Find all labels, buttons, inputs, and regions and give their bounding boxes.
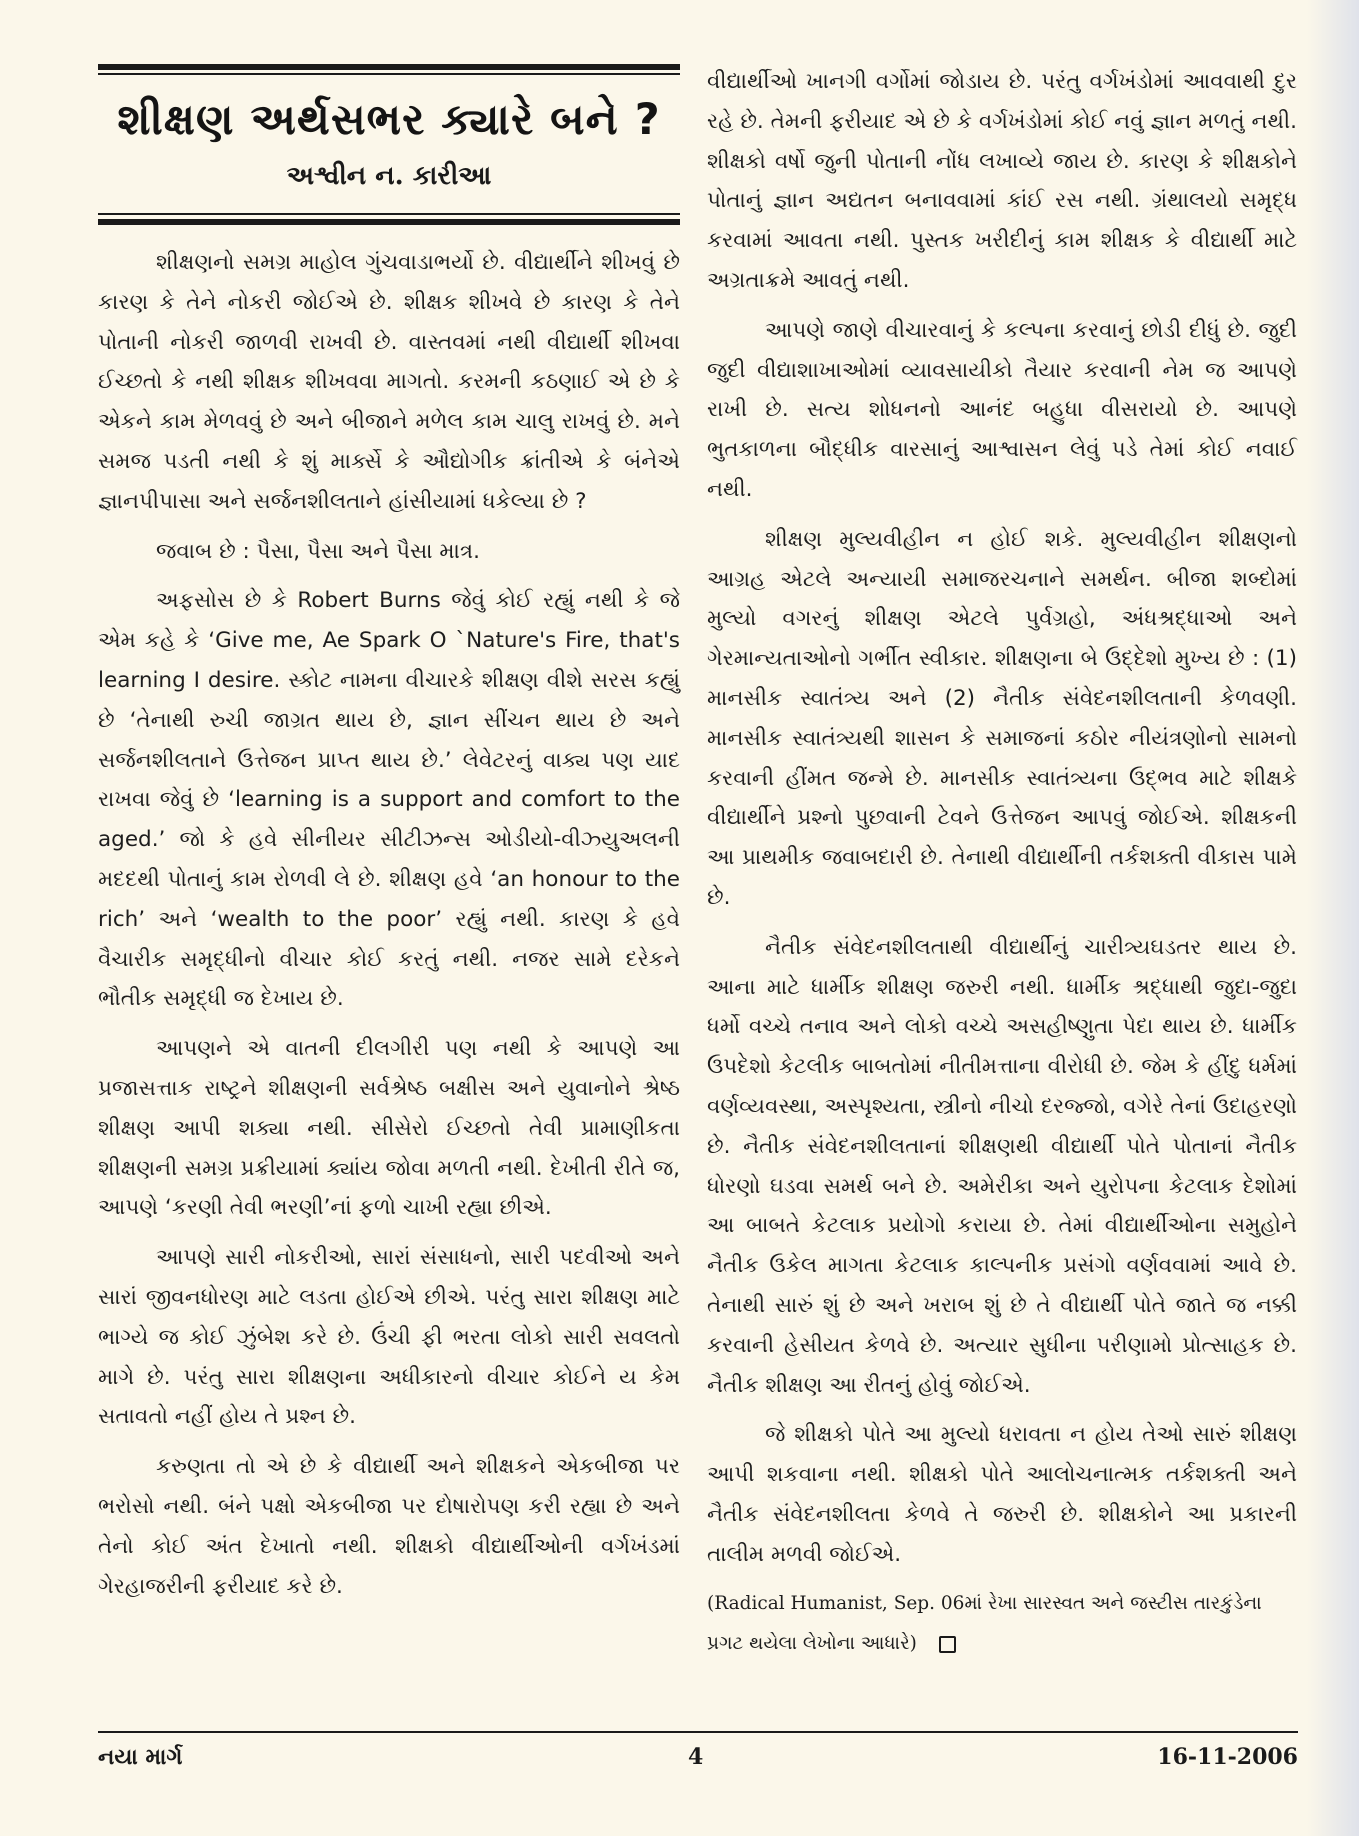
article-author: અશ્વીન ન. કારીઆ — [286, 161, 492, 191]
publication-name: નયા માર્ગ — [98, 1744, 183, 1770]
header-top-rule-thin — [98, 73, 680, 75]
body-paragraph: નૈતીક સંવેદનશીલતાથી વીદ્યાર્થીનું ચારીત્ર્યઘડતર થાય છે. આના માટે ધાર્મીક શીક્ષણ જરુરી નથી. ધાર્મીક શ્રદ્ધાથી જુદા-જુદા ધર્મો વચ્ચે તનાવ અને લોકો વચ્ચે અસહીષ્ણુતા પેદા થાય છે. ધાર્મીક ઉપદેશો કેટલીક બાબતોમાં નીતીમત્તાના વીરોધી છે. જેમ કે હીંદુ ધર્મમાં વર્ણવ્યવસ્થા, અસ્પૃશ્યતા, સ્ત્રીનો નીચો દરજ્જો, વગેરે તેનાં ઉદાહરણો છે. નૈતીક સંવેદનશીલતાનાં શીક્ષણથી વીદ્યાર્થી પોતે પોતાનાં નૈતીક ધોરણો ઘડવા સમર્થ બને છે. અમેરીકા અને યુરોપના કેટલાક દેશોમાં આ બાબતે કેટલાક પ્રયોગો કરાયા છે. તેમાં વીદ્યાર્થીઓના સમુહોને નૈતીક ઉકેલ માગતા કેટલાક કાલ્પનીક પ્રસંગો વર્ણવવામાં આવે છે. તેનાથી સારું શું છે અને ખરાબ શું છે તે વીદ્યાર્થી પોતે જાતે જ નક્કી કરવાની હેસીયત કેળવે છે. અત્યાર સુધીના પરીણામો પ્રોત્સાહક છે. નૈતીક શીક્ષણ આ રીતનું હોવું જોઈએ. — [707, 934, 1297, 1398]
article-header — [98, 64, 680, 225]
body-paragraph: આપણને એ વાતની દીલગીરી પણ નથી કે આપણે આ પ્રજાસત્તાક રાષ્ટ્રને શીક્ષણની સર્વશ્રેષ્ઠ બક્ષીસ અને યુવાનોને શ્રેષ્ઠ શીક્ષણ આપી શક્યા નથી. સીસેરો ઈચ્છતો તેવી પ્રામાણીકતા શીક્ષણની સમગ્ર પ્રક્રીયામાં ક્યાંય જોવા મળતી નથી. દેખીતી રીતે જ, આપણે ‘કરણી તેવી ભરણી’નાં ફળો ચાખી રહ્યા છીએ. — [98, 1036, 680, 1221]
page-footer — [98, 1744, 1298, 1778]
end-of-article-square-icon — [939, 1636, 956, 1653]
body-paragraph: આપણે સારી નોકરીઓ, સારાં સંસાધનો, સારી પદવીઓ અને સારાં જીવનધોરણ માટે લડતા હોઈએ છીએ. પરંતુ સારા શીક્ષણ માટે ભાગ્યે જ કોઈ ઝુંબેશ કરે છે. ઉંચી ફી ભરતા લોકો સારી સવલતો માગે છે. પરંતુ સારા શીક્ષણના અધીકારનો વીચાર કોઈને ય કેમ સતાવતો નહીં હોય તે પ્રશ્ન છે. — [98, 1245, 680, 1430]
issue-date: 16-11-2006 — [1157, 1744, 1298, 1770]
header-bottom-rule-thick — [98, 219, 680, 225]
page-number: 4 — [688, 1744, 704, 1770]
article-title: શીક્ષણ અર્થસભર ક્યારે બને ? — [117, 95, 661, 145]
right-column — [707, 62, 1297, 1664]
body-paragraph: અફસોસ છે કે Robert Burns જેવું કોઈ રહ્યું નથી કે જે એમ કહે કે ‘Give me, Ae Spark O `Nature's Fire, that's learning I desire. સ્કોટ નામના વીચારકે શીક્ષણ વીશે સરસ કહ્યું છે ‘તેનાથી રુચી જાગ્રત થાય છે, જ્ઞાન સીંચન થાય છે અને સર્જનશીલતાને ઉત્તેજન પ્રાપ્ત થાય છે.’ લેવેટરનું વાક્ય પણ યાદ રાખવા જેવું છે ‘learning is a support and comfort to the aged.’ જો કે હવે સીનીયર સીટીઝન્સ ઓડીયો-વીઝ્યુઅલની મદદથી પોતાનું કામ રોળવી લે છે. શીક્ષણ હવે ‘an honour to the rich’ અને ‘wealth to the poor’ રહ્યું નથી. કારણ કે હવે વૈચારીક સમૃદ્ધીનો વીચાર કોઈ કરતું નથી. નજર સામે દરેકને ભૌતીક સમૃદ્ધી જ દેખાય છે. — [98, 588, 680, 1012]
header-top-rule-thick — [98, 64, 680, 70]
body-paragraph: જવાબ છે : પૈસા, પૈસા અને પૈસા માત્ર. — [156, 538, 480, 564]
header-bottom-rule-thin — [98, 213, 680, 215]
left-column — [98, 64, 680, 1616]
source-note — [707, 1584, 1297, 1664]
footer-rule — [98, 1731, 1298, 1733]
body-paragraph: શીક્ષણ મુલ્યવીહીન ન હોઈ શકે. મુલ્યવીહીન શીક્ષણનો આગ્રહ એટલે અન્યાયી સમાજરચનાને સમર્થન. બીજા શબ્દોમાં મુલ્યો વગરનું શીક્ષણ એટલે પુર્વગ્રહો, અંધશ્રદ્ધાઓ અને ગેરમાન્યતાઓનો ગર્ભીત સ્વીકાર. શીક્ષણના બે ઉદ્દેશો મુખ્ય છે : (1) માનસીક સ્વાતંત્ર્ય અને (2) નૈતીક સંવેદનશીલતાની કેળવણી. માનસીક સ્વાતંત્ર્યથી શાસન કે સમાજનાં કઠોર નીયંત્રણોનો સામનો કરવાની હીંમત જન્મે છે. માનસીક સ્વાતંત્ર્યના ઉદ્ભવ માટે શીક્ષકે વીદ્યાર્થીને પ્રશ્નો પુછવાની ટેવને ઉત્તેજન આપવું જોઈએ. શીક્ષકની આ પ્રાથમીક જવાબદારી છે. તેનાથી વીદ્યાર્થીની તર્કશક્તી વીકાસ પામે છે. — [707, 526, 1297, 910]
body-paragraph: જે શીક્ષકો પોતે આ મુલ્યો ધરાવતા ન હોય તેઓ સારું શીક્ષણ આપી શકવાના નથી. શીક્ષકો પોતે આલોચનાત્મક તર્કશક્તી અને નૈતીક સંવેદનશીલતા કેળવે તે જરુરી છે. શીક્ષકોને આ પ્રકારની તાલીમ મળવી જોઈએ. — [707, 1422, 1297, 1567]
body-paragraph: કરુણતા તો એ છે કે વીદ્યાર્થી અને શીક્ષકને એકબીજા પર ભરોસો નથી. બંને પક્ષો એકબીજા પર દોષારોપણ કરી રહ્યા છે અને તેનો કોઈ અંત દેખાતો નથી. શીક્ષકો વીદ્યાર્થીઓની વર્ગખંડમાં ગેરહાજરીની ફરીયાદ કરે છે. — [98, 1454, 680, 1599]
body-paragraph: આપણે જાણે વીચારવાનું કે કલ્પના કરવાનું છોડી દીધું છે. જુદી જુદી વીદ્યાશાખાઓમાં વ્યાવસાયીકો તૈયાર કરવાની નેમ જ આપણે રાખી છે. સત્ય શોધનનો આનંદ બહુધા વીસરાયો છે. આપણે ભુતકાળના બૌદ્ધીક વારસાનું આશ્વાસન લેવું પડે તેમાં કોઈ નવાઈ નથી. — [707, 317, 1297, 502]
body-paragraph: શીક્ષણનો સમગ્ર માહોલ ગુંચવાડાભર્યો છે. વીદ્યાર્થીને શીખવું છે કારણ કે તેને નોકરી જોઈએ છે. શીક્ષક શીખવે છે કારણ કે તેને પોતાની નોકરી જાળવી રાખવી છે. વાસ્તવમાં નથી વીદ્યાર્થી શીખવા ઈચ્છતો કે નથી શીક્ષક શીખવવા માગતો. કરમની કઠણાઈ એ છે કે એકને કામ મેળવવું છે અને બીજાને મળેલ કામ ચાલુ રાખવું છે. મને સમજ પડતી નથી કે શું માર્ક્સે કે ઔદ્યોગીક ક્રાંતીએ કે બંનેએ જ્ઞાનપીપાસા અને સર્જનશીલતાને હાંસીયામાં ધકેલ્યા છે ? — [98, 250, 680, 514]
body-paragraph-continued: વીદ્યાર્થીઓ ખાનગી વર્ગોમાં જોડાય છે. પરંતુ વર્ગખંડોમાં આવવાથી દુર રહે છે. તેમની ફરીયાદ એ છે કે વર્ગખંડોમાં કોઈ નવું જ્ઞાન મળતું નથી. શીક્ષકો વર્ષો જુની પોતાની નોંધ લખાવ્યે જાય છે. કારણ કે શીક્ષકોને પોતાનું જ્ઞાન અદ્યતન બનાવવામાં કાંઈ રસ નથી. ગ્રંથાલયો સમૃદ્ધ કરવામાં આવતા નથી. પુસ્તક ખરીદીનું કામ શીક્ષક કે વીદ્યાર્થી માટે અગ્રતાક્રમે આવતું નથી. — [707, 69, 1297, 293]
source-note-text: (Radical Humanist, Sep. 06માં રેખા સારસ્વત અને જસ્ટીસ તારકુંડેના પ્રગટ થયેલા લેખોના આધારે) — [707, 1593, 1262, 1655]
